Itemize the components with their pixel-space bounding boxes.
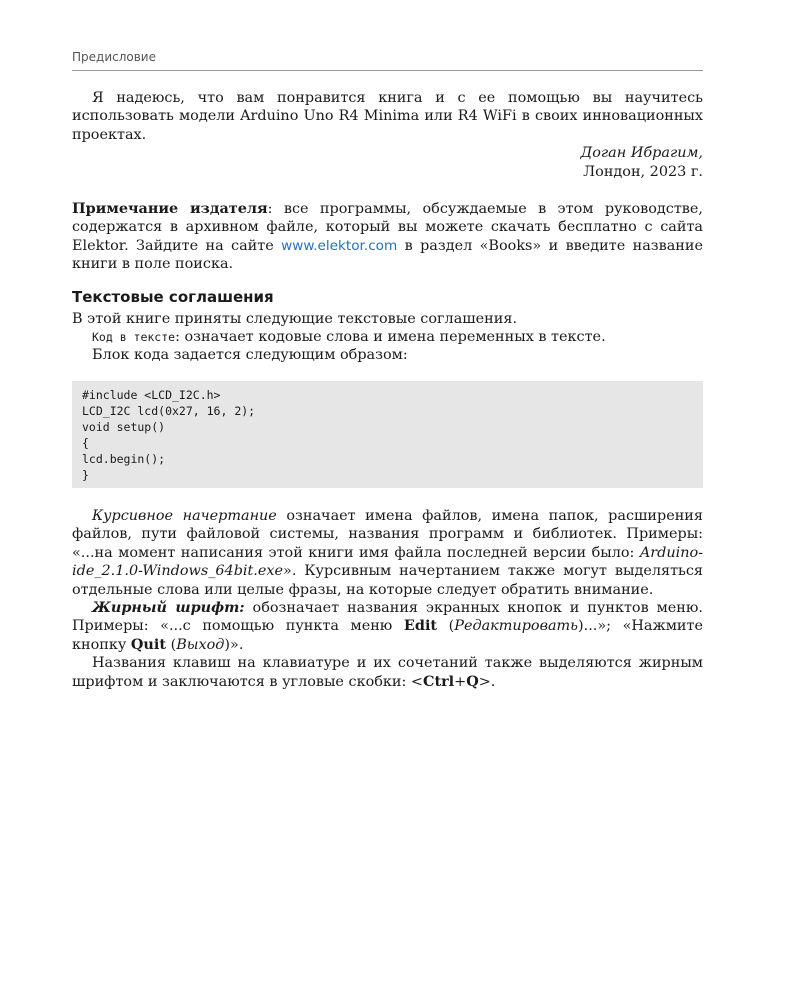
italic-example: Arduino-ide_2.1.0-Windows_64bit.exe (72, 544, 703, 580)
publisher-note (72, 200, 703, 274)
code-block (72, 381, 703, 488)
code-line: lcd.begin(); (82, 451, 166, 466)
key-q: Q (466, 672, 479, 690)
code-description: : означает кодовые слова и имена переменных в тексте. (175, 329, 606, 346)
paren-open: ( (437, 618, 455, 635)
body-content (72, 89, 703, 691)
section-title: Текстовые соглашения (72, 287, 274, 306)
elektor-link[interactable]: www.elektor.com (281, 237, 398, 254)
keys-end: >. (478, 673, 496, 690)
place-date: Лондон, 2023 г. (583, 163, 703, 180)
code-label: Код в тексте (92, 330, 176, 345)
bold-description-3: )». (224, 636, 244, 653)
code-line: #include <LCD_I2C.h> (82, 387, 221, 402)
bold-edit: Edit (403, 617, 438, 635)
bold-convention (72, 599, 703, 654)
bold-description-1: обозначает названия экранных кнопок и пунктов меню. Примеры: «...с помощью пункта меню (72, 599, 703, 635)
paren-open-2: ( (166, 636, 177, 653)
italic-label: Курсивное начертание (92, 507, 277, 524)
keys-description: Названия клавиш на клавиатуре и их сочетаний также выделяются жирным шрифтом и заключаются в угловые скобки: < (72, 655, 703, 690)
key-plus: + (454, 673, 467, 690)
code-line: { (82, 435, 89, 450)
publisher-note-text-1: : все программы, обсуждаемые в этом руководстве, содержатся в архивном файле, который вы можете скачать бесплатно с сайта Elektor. Зайдите на сайте (72, 201, 703, 254)
code-block-intro: Блок кода задается следующим образом: (92, 347, 408, 364)
author-signature (72, 144, 703, 162)
key-ctrl: Ctrl (422, 672, 455, 690)
bold-label: Жирный шрифт: (92, 598, 245, 616)
italic-description-2: ». Курсивным начертанием также могут выделяться отдельные слова или целые фразы, на которые следует обратить внимание. (72, 563, 703, 598)
quit-translation: Выход (176, 636, 225, 653)
code-line: } (82, 467, 89, 482)
conventions-intro: В этой книге приняты следующие текстовые соглашения. (72, 310, 518, 327)
publisher-note-label: Примечание издателя (72, 200, 268, 218)
edit-translation: Редактировать (454, 618, 578, 635)
bold-quit: Quit (130, 635, 167, 653)
italic-description: означает имена файлов, имена папок, расширения файлов, пути файловой системы, названия программ и библиотек. Примеры: «...на момент написания этой книги имя файла последней версии было: (72, 507, 703, 561)
intro-paragraph: Я надеюсь, что вам понравится книга и с ее помощью вы научитесь использовать модели Arduino Uno R4 Minima или R4 WiFi в своих инновационных проектах. (72, 90, 703, 143)
code-line: void setup() (82, 419, 166, 434)
keys-convention (72, 654, 703, 691)
running-header: Предисловие (72, 50, 703, 71)
author-name: Доган Ибрагим, (580, 145, 703, 162)
code-convention (72, 328, 703, 346)
publisher-note-text-2: в раздел «Books» и введите название книги в поле поиска. (72, 237, 703, 273)
italic-convention (72, 507, 703, 599)
code-line: LCD_I2C lcd(0x27, 16, 2); (82, 403, 256, 418)
bold-description-2: )...»; «Нажмите кнопку (72, 618, 704, 653)
